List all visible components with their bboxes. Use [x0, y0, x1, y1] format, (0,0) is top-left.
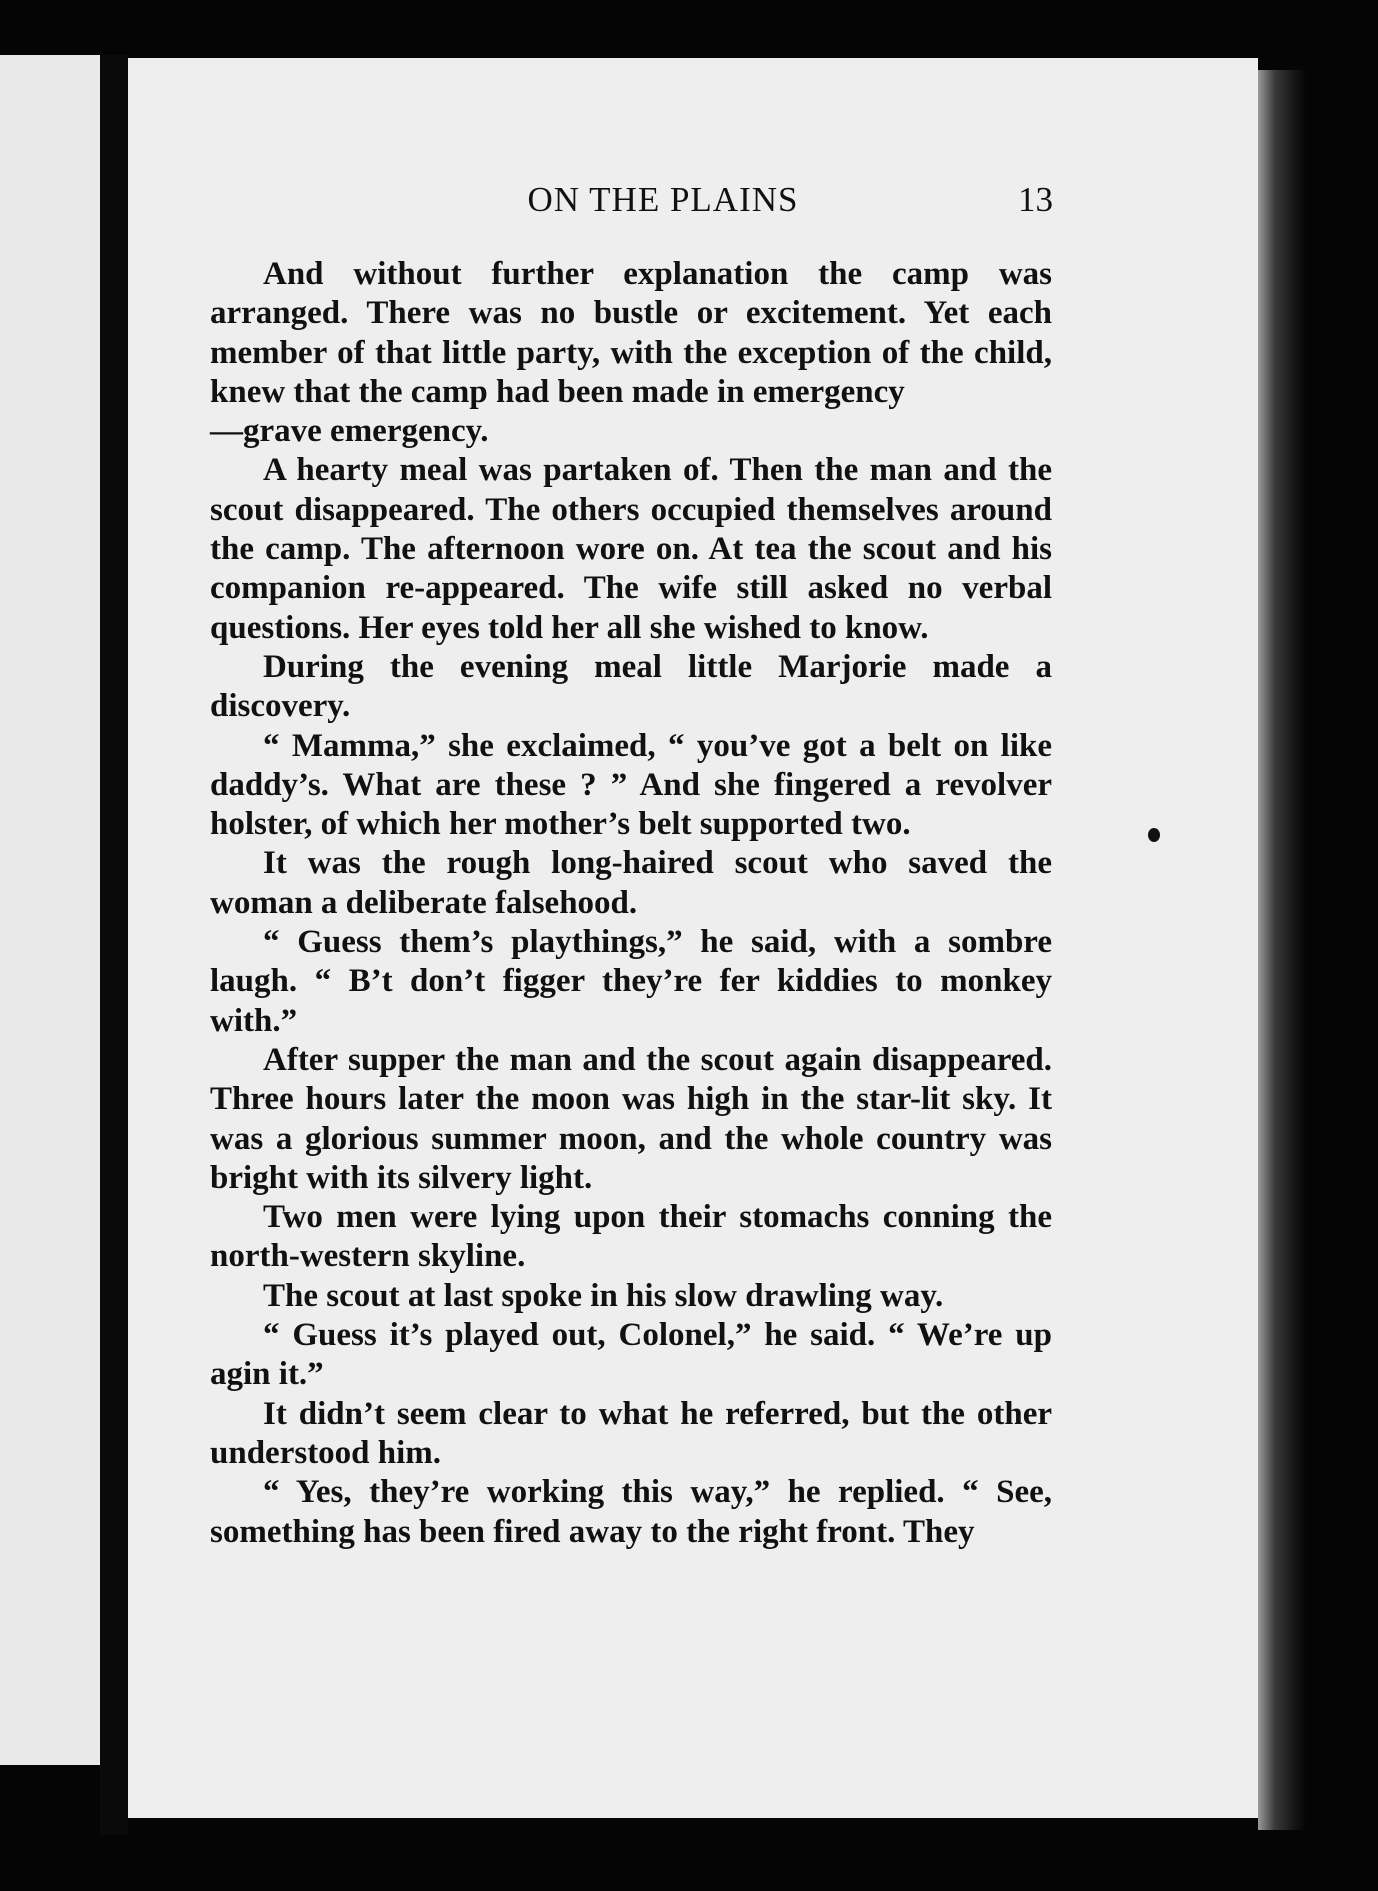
paragraph: After supper the man and the scout again disappeared. Three hours later the moon was high in the star-lit sky. It was a glorious summer moon, and the whole country was bright with its silvery light.: [210, 1041, 1052, 1196]
paragraph: “ Mamma,” she exclaimed, “ you’ve got a belt on like daddy’s. What are these ? ” And she fingered a revolver holster, of which her mother’s belt supported two.: [210, 727, 1052, 843]
paragraph: During the evening meal little Marjorie made a discovery.: [210, 648, 1052, 725]
page-header: [128, 180, 1258, 230]
running-head: ON THE PLAINS: [527, 180, 799, 219]
book-gutter: [100, 55, 128, 1835]
paragraph: A hearty meal was partaken of. Then the man and the scout disappeared. The others occupied themselves around the camp. The afternoon wore on. At tea the scout and his companion re-appeared. The wife still asked no verbal questions. Her eyes told her all she wished to know.: [210, 452, 1052, 646]
ink-blot: [1148, 828, 1160, 842]
body-text: [210, 255, 1052, 1552]
paragraph: —grave emergency.: [210, 413, 489, 450]
paragraph: Two men were lying upon their stomachs conning the north-western skyline.: [210, 1199, 1052, 1275]
paragraph: “ Guess them’s playthings,” he said, with a sombre laugh. “ B’t don’t figger they’re fer kiddies to monkey with.”: [210, 924, 1052, 1039]
page-number: 13: [1018, 180, 1053, 219]
paragraph: It was the rough long-haired scout who saved the woman a deliberate falsehood.: [210, 845, 1052, 921]
paragraph: It didn’t seem clear to what he referred, but the other understood him.: [210, 1395, 1052, 1471]
paragraph: And without further explanation the camp was arranged. There was no bustle or excitement. Yet each member of that little party, with the exception of the child, knew that the camp had been made in emergency: [210, 256, 1052, 410]
paragraph: “ Yes, they’re working this way,” he replied. “ See, something has been fired away to the right front. They: [210, 1474, 1052, 1550]
facing-page-edge: [0, 55, 100, 1765]
paragraph: The scout at last spoke in his slow drawling way.: [263, 1277, 944, 1314]
page-stack-edge: [1258, 70, 1306, 1830]
paragraph: “ Guess it’s played out, Colonel,” he said. “ We’re up agin it.”: [210, 1317, 1052, 1393]
